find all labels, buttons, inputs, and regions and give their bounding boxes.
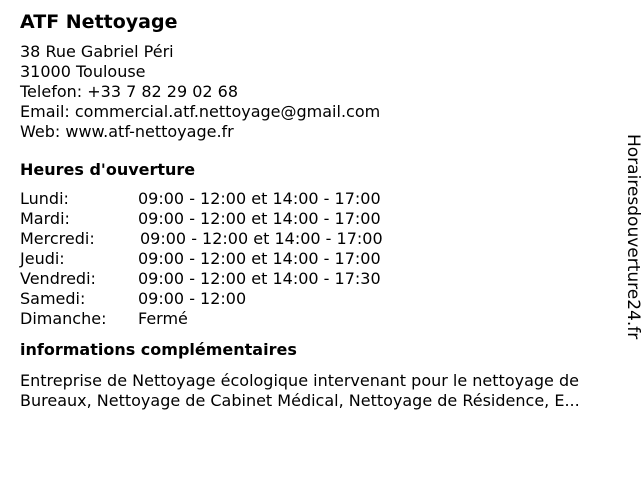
- day-label: Dimanche:: [20, 309, 107, 328]
- time-value: 09:00 - 12:00 et 14:00 - 17:00: [140, 229, 383, 248]
- time-value: 09:00 - 12:00 et 14:00 - 17:00: [138, 209, 381, 228]
- address-street: 38 Rue Gabriel Péri: [20, 42, 174, 61]
- hours-row-saturday: [20, 289, 620, 309]
- phone-line: Telefon: +33 7 82 29 02 68: [20, 82, 239, 101]
- day-label: Lundi:: [20, 189, 69, 208]
- address-city: 31000 Toulouse: [20, 62, 146, 81]
- hours-row-sunday: [20, 309, 620, 329]
- time-value: Fermé: [138, 309, 188, 328]
- time-value: 09:00 - 12:00 et 14:00 - 17:00: [138, 189, 381, 208]
- day-label: Mercredi:: [20, 229, 95, 248]
- hours-row-wednesday: [20, 229, 620, 249]
- time-value: 09:00 - 12:00: [138, 289, 247, 308]
- side-brand-label: Horairesdouverture24.fr: [623, 134, 643, 340]
- hours-table: [20, 189, 620, 329]
- time-value: 09:00 - 12:00 et 14:00 - 17:30: [138, 269, 381, 288]
- day-label: Samedi:: [20, 289, 86, 308]
- day-label: Vendredi:: [20, 269, 96, 288]
- day-label: Mardi:: [20, 209, 70, 228]
- hours-row-thursday: [20, 249, 620, 269]
- day-label: Jeudi:: [20, 249, 65, 268]
- hours-row-friday: [20, 269, 620, 289]
- info-title: informations complémentaires: [20, 340, 297, 359]
- hours-row-tuesday: [20, 209, 620, 229]
- info-description: Entreprise de Nettoyage écologique intervenant pour le nettoyage de Bureaux, Nettoyage de Cabinet Médical, Nettoyage de Résidence, E...: [20, 371, 580, 410]
- time-value: 09:00 - 12:00 et 14:00 - 17:00: [138, 249, 381, 268]
- business-name: ATF Nettoyage: [20, 11, 178, 33]
- web-line: Web: www.atf-nettoyage.fr: [20, 122, 234, 141]
- email-line: Email: commercial.atf.nettoyage@gmail.com: [20, 102, 381, 121]
- hours-row-monday: [20, 189, 620, 209]
- business-card: [20, 11, 620, 411]
- hours-title: Heures d'ouverture: [20, 160, 196, 179]
